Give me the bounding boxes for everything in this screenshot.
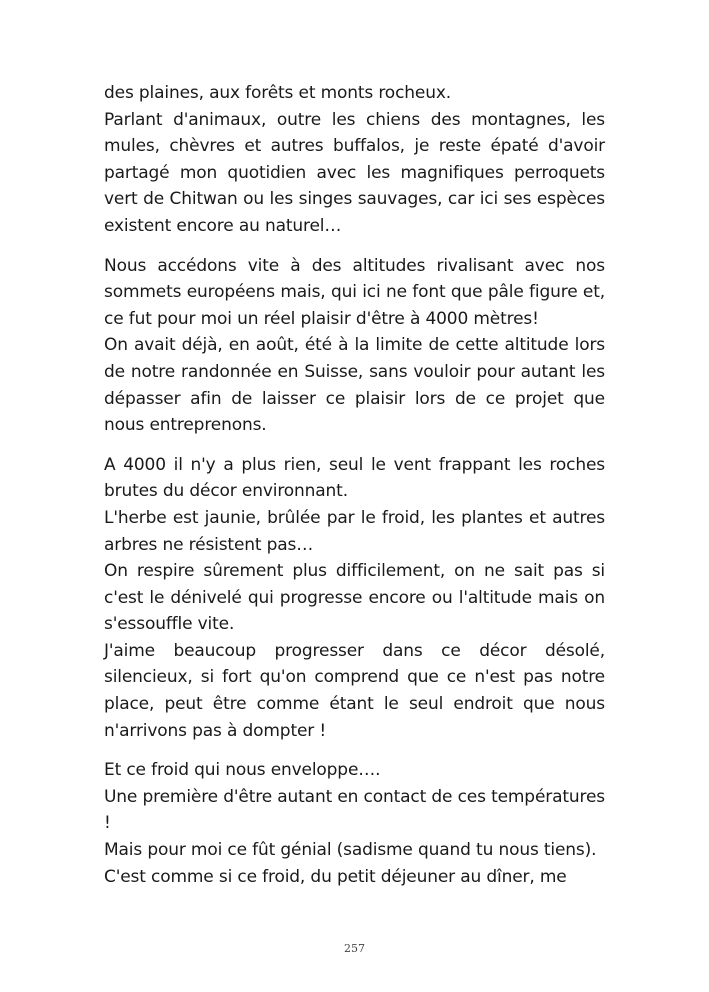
text-line: C'est comme si ce froid, du petit déjeuner au dîner, me (104, 866, 567, 887)
text-line: des plaines, aux forêts et monts rocheux. (104, 83, 451, 103)
body-text (104, 80, 605, 903)
paragraph (104, 757, 605, 890)
text-line: Et ce froid qui nous enveloppe…. (104, 760, 381, 781)
page-number: 257 (344, 942, 365, 955)
text-line: Nous accédons vite à des altitudes rivalisant avec nos sommets européens mais, qui ici ne font que pâle figure et, ce fut pour moi un réel plaisir d'être à 4000 mètres! (104, 255, 605, 329)
text-line: Mais pour moi ce fût génial (sadisme quand tu nous tiens). (104, 840, 597, 861)
text-line: J'aime beaucoup progresser dans ce décor désolé, silencieux, si fort qu'on comprend que ce n'est pas notre place, peut être comme étant le seul endroit que nous n'arrivons pas à dompter ! (104, 640, 605, 741)
text-line: Une première d'être autant en contact de ces températures ! (104, 786, 605, 834)
text-line: On respire sûrement plus difficilement, on ne sait pas si c'est le dénivelé qui progresse encore ou l'altitude mais on s'essouffle vite. (104, 561, 605, 635)
text-line: A 4000 il n'y a plus rien, seul le vent frappant les roches brutes du décor environnant. (104, 454, 605, 502)
paragraph (104, 80, 605, 240)
text-line: On avait déjà, en août, été à la limite de cette altitude lors de notre randonnée en Suisse, sans vouloir pour autant les dépasser afin de laisser ce plaisir lors de ce projet que nous entreprenons. (104, 335, 605, 436)
text-line: Parlant d'animaux, outre les chiens des montagnes, les mules, chèvres et autres buffalos, je reste épaté d'avoir partagé mon quotidien avec les magnifiques perroquets vert de Chitwan ou les singes sauvages, car ici ses espèces existent encore au naturel… (104, 109, 605, 236)
text-line: L'herbe est jaunie, brûlée par le froid, les plantes et autres arbres ne résistent pas… (104, 507, 605, 555)
paragraph (104, 253, 605, 439)
paragraph (104, 452, 605, 745)
